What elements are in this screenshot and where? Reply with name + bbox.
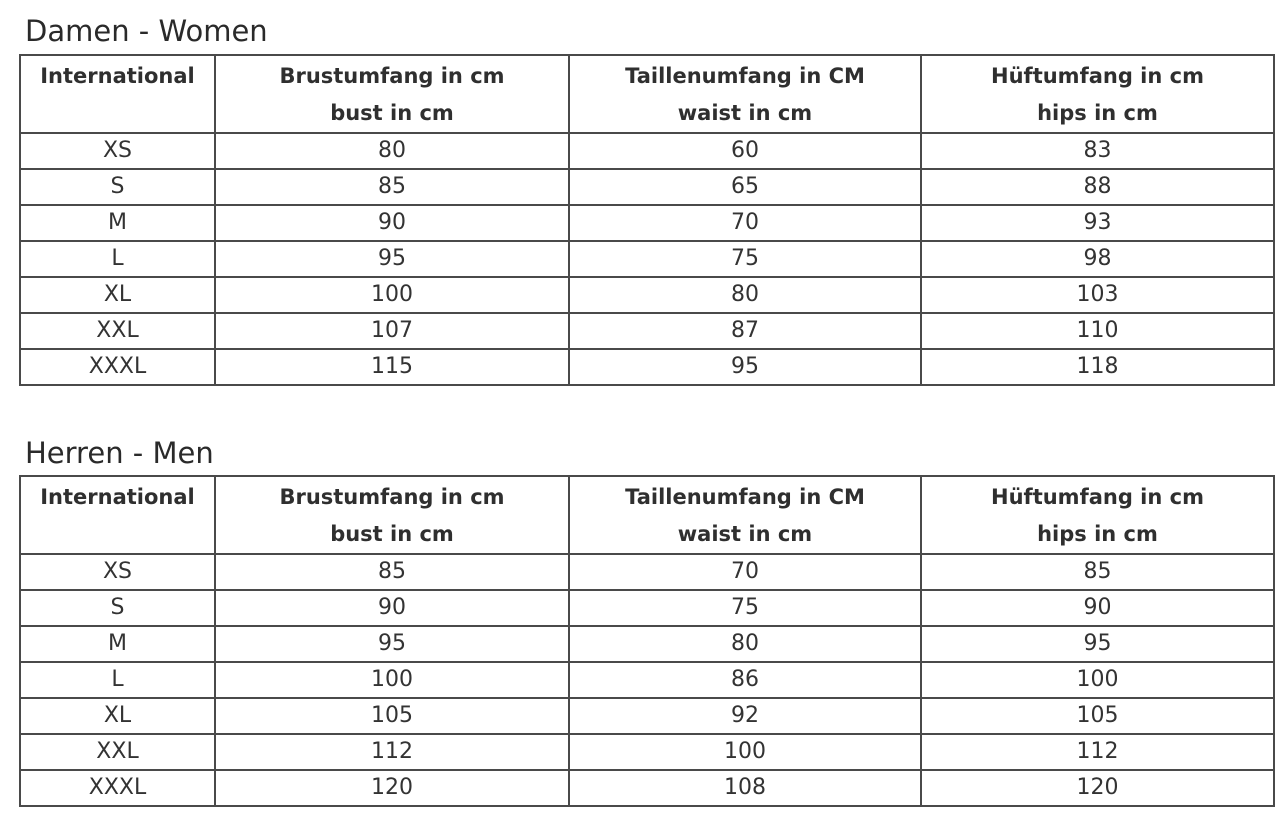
- bust-cell: 115: [215, 349, 569, 385]
- bust-cell: 105: [215, 698, 569, 734]
- women-size-table: [19, 54, 1275, 386]
- bust-cell: 85: [215, 169, 569, 205]
- header-international: [20, 476, 215, 554]
- hips-cell: 105: [921, 698, 1274, 734]
- header-hips: [921, 55, 1274, 133]
- size-cell: XXL: [20, 734, 215, 770]
- table-row: [20, 313, 1274, 349]
- table-row: [20, 698, 1274, 734]
- bust-cell: 95: [215, 626, 569, 662]
- waist-cell: 108: [569, 770, 921, 806]
- waist-cell: 75: [569, 590, 921, 626]
- bust-cell: 90: [215, 205, 569, 241]
- header-label: Taillenumfang in CM: [625, 485, 865, 509]
- hips-cell: 93: [921, 205, 1274, 241]
- size-cell: M: [20, 626, 215, 662]
- table-row: [20, 662, 1274, 698]
- bust-cell: 107: [215, 313, 569, 349]
- bust-cell: 80: [215, 133, 569, 169]
- table-row: [20, 590, 1274, 626]
- hips-cell: 83: [921, 133, 1274, 169]
- hips-cell: 103: [921, 277, 1274, 313]
- header-label: Hüftumfang in cm: [991, 485, 1204, 509]
- header-international: [20, 55, 215, 133]
- size-cell: XXXL: [20, 770, 215, 806]
- header-bust: [215, 55, 569, 133]
- size-cell: XXL: [20, 313, 215, 349]
- bust-cell: 90: [215, 590, 569, 626]
- header-waist: [569, 55, 921, 133]
- size-cell: L: [20, 662, 215, 698]
- header-sublabel: bust in cm: [330, 522, 454, 546]
- waist-cell: 65: [569, 169, 921, 205]
- table-row: [20, 169, 1274, 205]
- header-sublabel: bust in cm: [330, 101, 454, 125]
- header-label: Brustumfang in cm: [279, 64, 505, 88]
- table-row: [20, 349, 1274, 385]
- bust-cell: 95: [215, 241, 569, 277]
- size-cell: XXXL: [20, 349, 215, 385]
- waist-cell: 100: [569, 734, 921, 770]
- waist-cell: 70: [569, 205, 921, 241]
- men-size-table: [19, 475, 1275, 807]
- header-sublabel: waist in cm: [677, 101, 813, 125]
- bust-cell: 85: [215, 554, 569, 590]
- table-row: [20, 554, 1274, 590]
- table-row: [20, 205, 1274, 241]
- women-section-title: Damen - Women: [25, 14, 268, 48]
- men-section-title: Herren - Men: [25, 436, 214, 470]
- hips-cell: 118: [921, 349, 1274, 385]
- hips-cell: 90: [921, 590, 1274, 626]
- size-cell: L: [20, 241, 215, 277]
- size-cell: XS: [20, 554, 215, 590]
- header-bust: [215, 476, 569, 554]
- table-row: [20, 241, 1274, 277]
- waist-cell: 87: [569, 313, 921, 349]
- hips-cell: 85: [921, 554, 1274, 590]
- hips-cell: 100: [921, 662, 1274, 698]
- waist-cell: 92: [569, 698, 921, 734]
- table-row: [20, 133, 1274, 169]
- bust-cell: 100: [215, 662, 569, 698]
- header-waist: [569, 476, 921, 554]
- waist-cell: 95: [569, 349, 921, 385]
- header-sublabel: waist in cm: [677, 522, 813, 546]
- size-cell: S: [20, 590, 215, 626]
- hips-cell: 88: [921, 169, 1274, 205]
- header-sublabel: hips in cm: [1037, 101, 1158, 125]
- header-label: Brustumfang in cm: [279, 485, 505, 509]
- size-cell: XL: [20, 698, 215, 734]
- header-sublabel: hips in cm: [1037, 522, 1158, 546]
- waist-cell: 86: [569, 662, 921, 698]
- bust-cell: 120: [215, 770, 569, 806]
- header-label: International: [40, 64, 195, 88]
- header-label: International: [40, 485, 195, 509]
- table-header-row: [20, 55, 1274, 133]
- waist-cell: 60: [569, 133, 921, 169]
- size-cell: S: [20, 169, 215, 205]
- table-header-row: [20, 476, 1274, 554]
- size-cell: M: [20, 205, 215, 241]
- bust-cell: 112: [215, 734, 569, 770]
- table-row: [20, 734, 1274, 770]
- waist-cell: 80: [569, 277, 921, 313]
- hips-cell: 110: [921, 313, 1274, 349]
- size-cell: XL: [20, 277, 215, 313]
- hips-cell: 112: [921, 734, 1274, 770]
- waist-cell: 80: [569, 626, 921, 662]
- header-label: Taillenumfang in CM: [625, 64, 865, 88]
- table-row: [20, 626, 1274, 662]
- bust-cell: 100: [215, 277, 569, 313]
- waist-cell: 75: [569, 241, 921, 277]
- table-row: [20, 770, 1274, 806]
- header-label: Hüftumfang in cm: [991, 64, 1204, 88]
- waist-cell: 70: [569, 554, 921, 590]
- hips-cell: 120: [921, 770, 1274, 806]
- hips-cell: 95: [921, 626, 1274, 662]
- header-hips: [921, 476, 1274, 554]
- size-cell: XS: [20, 133, 215, 169]
- hips-cell: 98: [921, 241, 1274, 277]
- table-row: [20, 277, 1274, 313]
